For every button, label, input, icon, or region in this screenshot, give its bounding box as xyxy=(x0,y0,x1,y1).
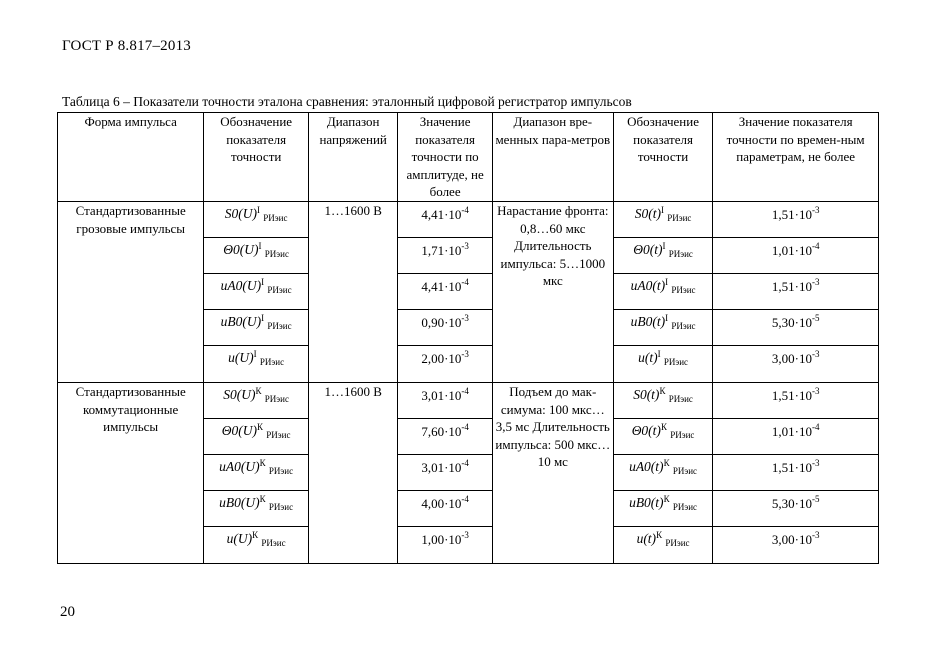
symbol-subscript: РИэис xyxy=(667,213,692,223)
symbol-index: I xyxy=(258,241,262,251)
symbol-index: К xyxy=(663,458,670,468)
value-mantissa: 4,41·10 xyxy=(421,207,462,222)
value-exponent: -3 xyxy=(811,277,820,287)
symbol-subscript: РИэис xyxy=(672,502,698,512)
symbol xyxy=(632,419,695,445)
symbol-subscript: РИэис xyxy=(671,321,696,331)
symbol xyxy=(638,346,688,372)
column-header: Значение показателя точности по времен-ным параметрам, не более xyxy=(713,113,879,202)
time-accuracy-value xyxy=(713,346,879,383)
time-range-cell: Нарастание фронта: 0,8…60 мкс Длительность импульса: 5…1000 мкс xyxy=(492,202,613,383)
symbol-base: Θ0(t) xyxy=(631,423,661,438)
value-exponent: -4 xyxy=(461,494,469,504)
amp-accuracy-value xyxy=(398,419,492,455)
value-mantissa: 7,60·10 xyxy=(421,424,462,439)
amp-indicator-symbol xyxy=(204,274,309,310)
voltage-range-cell: 1…1600 В xyxy=(308,202,397,383)
value-exponent: -4 xyxy=(461,205,469,215)
symbol-index: К xyxy=(656,530,663,540)
page-number: 20 xyxy=(60,604,75,620)
pulse-form-cell: Стандартизованные коммутационные импульсы xyxy=(58,383,204,564)
symbol-subscript: РИэис xyxy=(263,213,288,223)
value-mantissa: 0,90·10 xyxy=(421,315,462,330)
symbol-index: К xyxy=(259,458,266,468)
symbol-base: Θ0(U) xyxy=(221,423,258,438)
symbol xyxy=(631,310,696,336)
symbol xyxy=(631,274,696,300)
time-accuracy-value xyxy=(713,202,879,238)
value-mantissa: 1,01·10 xyxy=(771,243,812,258)
amp-indicator-symbol xyxy=(204,238,309,274)
time-accuracy-value xyxy=(713,527,879,564)
document-id: ГОСТ Р 8.817–2013 xyxy=(62,38,191,54)
value-exponent: -3 xyxy=(811,458,820,468)
symbol-index: I xyxy=(261,313,265,323)
time-indicator-symbol xyxy=(613,346,713,383)
table-row xyxy=(58,202,879,238)
value-exponent: -5 xyxy=(811,494,820,504)
amp-accuracy-value xyxy=(398,455,492,491)
symbol xyxy=(228,346,284,372)
time-accuracy-value xyxy=(713,310,879,346)
symbol-index: I xyxy=(665,277,669,287)
symbol-subscript: РИэис xyxy=(267,285,292,295)
table-row xyxy=(58,383,879,419)
symbol-subscript: РИэис xyxy=(267,321,292,331)
amp-accuracy-value xyxy=(398,310,492,346)
value-exponent: -4 xyxy=(811,422,820,432)
time-accuracy-value xyxy=(713,419,879,455)
symbol-subscript: РИэис xyxy=(261,538,286,548)
symbol-subscript: РИэис xyxy=(665,538,690,548)
symbol-subscript: РИэис xyxy=(266,430,291,440)
column-header: Значение показателя точности по амплитуде, не более xyxy=(398,113,492,202)
symbol-index: К xyxy=(659,386,666,396)
amp-indicator-symbol xyxy=(204,491,309,527)
value-mantissa: 1,51·10 xyxy=(771,207,812,222)
value-exponent: -3 xyxy=(811,205,820,215)
amp-indicator-symbol xyxy=(204,419,309,455)
amp-indicator-symbol xyxy=(204,310,309,346)
value-exponent: -4 xyxy=(461,422,469,432)
value-exponent: -5 xyxy=(811,313,820,323)
symbol-index: I xyxy=(261,277,265,287)
symbol xyxy=(219,455,293,481)
table-body xyxy=(58,202,879,564)
time-indicator-symbol xyxy=(613,455,713,491)
value-exponent: -3 xyxy=(811,349,820,359)
amp-accuracy-value xyxy=(398,491,492,527)
symbol-subscript: РИэис xyxy=(268,466,294,476)
amp-accuracy-value xyxy=(398,202,492,238)
value-mantissa: 1,51·10 xyxy=(771,388,812,403)
time-indicator-symbol xyxy=(613,274,713,310)
amp-indicator-symbol xyxy=(204,455,309,491)
symbol-index: К xyxy=(252,530,259,540)
value-mantissa: 5,30·10 xyxy=(771,496,812,511)
symbol xyxy=(633,238,693,264)
symbol-subscript: РИэис xyxy=(672,466,698,476)
value-mantissa: 1,51·10 xyxy=(771,279,812,294)
value-exponent: -3 xyxy=(461,530,469,540)
value-exponent: -4 xyxy=(811,241,820,251)
value-exponent: -3 xyxy=(461,313,469,323)
symbol-subscript: РИэис xyxy=(668,394,693,404)
accuracy-table xyxy=(57,112,879,564)
time-indicator-symbol xyxy=(613,419,713,455)
symbol-base: S0(U) xyxy=(223,387,256,402)
value-exponent: -3 xyxy=(811,530,820,540)
time-indicator-symbol xyxy=(613,383,713,419)
column-header: Форма импульса xyxy=(58,113,204,202)
amp-indicator-symbol xyxy=(204,383,309,419)
amp-accuracy-value xyxy=(398,383,492,419)
symbol-base: uB0(t) xyxy=(629,495,664,510)
amp-indicator-symbol xyxy=(204,527,309,564)
symbol xyxy=(225,202,288,228)
symbol-base: u(U) xyxy=(226,531,253,546)
header-row xyxy=(58,113,879,202)
amp-accuracy-value xyxy=(398,527,492,564)
symbol-index: К xyxy=(660,422,667,432)
time-indicator-symbol xyxy=(613,202,713,238)
symbol-index: I xyxy=(665,313,669,323)
time-accuracy-value xyxy=(713,455,879,491)
value-mantissa: 4,41·10 xyxy=(421,279,462,294)
amp-accuracy-value xyxy=(398,274,492,310)
symbol-index: К xyxy=(663,494,670,504)
symbol xyxy=(221,274,292,300)
amp-accuracy-value xyxy=(398,238,492,274)
symbol xyxy=(629,491,697,517)
symbol xyxy=(637,527,690,553)
symbol-base: uB0(U) xyxy=(219,495,260,510)
symbol-base: u(t) xyxy=(638,350,658,365)
symbol-subscript: РИэис xyxy=(268,502,294,512)
amp-indicator-symbol xyxy=(204,346,309,383)
symbol-base: uA0(t) xyxy=(629,459,664,474)
value-mantissa: 2,00·10 xyxy=(421,351,462,366)
symbol-subscript: РИэис xyxy=(259,357,285,367)
symbol xyxy=(227,527,286,553)
value-exponent: -3 xyxy=(811,386,820,396)
value-exponent: -3 xyxy=(461,241,469,251)
symbol-base: S0(t) xyxy=(634,206,661,221)
symbol-base: S0(U) xyxy=(224,206,258,221)
table-caption: Таблица 6 – Показатели точности эталона сравнения: эталонный цифровой регистратор импульсов xyxy=(62,94,632,109)
value-mantissa: 3,00·10 xyxy=(771,532,812,547)
symbol-base: u(t) xyxy=(636,531,657,546)
symbol-base: u(U) xyxy=(228,350,254,365)
time-accuracy-value xyxy=(713,383,879,419)
value-mantissa: 1,00·10 xyxy=(421,532,462,547)
value-mantissa: 4,00·10 xyxy=(421,496,462,511)
symbol-base: uB0(t) xyxy=(630,314,666,329)
symbol-base: Θ0(U) xyxy=(223,242,259,257)
voltage-range-cell: 1…1600 В xyxy=(308,383,397,564)
symbol xyxy=(635,202,692,228)
time-indicator-symbol xyxy=(613,527,713,564)
value-mantissa: 1,01·10 xyxy=(771,424,812,439)
symbol-index: К xyxy=(259,494,266,504)
time-indicator-symbol xyxy=(613,238,713,274)
symbol xyxy=(633,383,693,409)
symbol-subscript: РИэис xyxy=(264,394,289,404)
time-indicator-symbol xyxy=(613,310,713,346)
value-exponent: -3 xyxy=(461,349,469,359)
symbol-subscript: РИэис xyxy=(671,285,696,295)
symbol-subscript: РИэис xyxy=(668,249,693,259)
time-accuracy-value xyxy=(713,238,879,274)
symbol-index: I xyxy=(253,349,257,359)
symbol-index: I xyxy=(657,349,661,359)
column-header: Диапазон напряжений xyxy=(308,113,397,202)
time-accuracy-value xyxy=(713,491,879,527)
symbol-index: К xyxy=(255,386,262,396)
time-range-cell: Подъем до мак-симума: 100 мкс…3,5 мс Длительность импульса: 500 мкс…10 мс xyxy=(492,383,613,564)
symbol-subscript: РИэис xyxy=(663,357,689,367)
amp-indicator-symbol xyxy=(204,202,309,238)
value-mantissa: 1,51·10 xyxy=(771,460,812,475)
symbol-base: uB0(U) xyxy=(220,314,262,329)
value-exponent: -4 xyxy=(461,386,469,396)
symbol-index: К xyxy=(257,422,264,432)
symbol-base: Θ0(t) xyxy=(633,242,663,257)
symbol-base: uA0(t) xyxy=(630,278,666,293)
symbol-base: uA0(U) xyxy=(219,459,260,474)
symbol xyxy=(219,491,293,517)
amp-accuracy-value xyxy=(398,346,492,383)
symbol xyxy=(222,419,291,445)
symbol xyxy=(221,310,292,336)
symbol-index: I xyxy=(660,205,664,215)
symbol xyxy=(223,238,289,264)
column-header: Диапазон вре-менных пара-метров xyxy=(492,113,613,202)
symbol-index: I xyxy=(662,241,666,251)
symbol-subscript: РИэис xyxy=(264,249,289,259)
value-exponent: -4 xyxy=(461,458,469,468)
time-indicator-symbol xyxy=(613,491,713,527)
symbol xyxy=(223,383,289,409)
value-mantissa: 3,01·10 xyxy=(421,460,462,475)
pulse-form-cell: Стандартизованные грозовые импульсы xyxy=(58,202,204,383)
symbol-base: uA0(U) xyxy=(220,278,262,293)
symbol xyxy=(629,455,697,481)
column-header: Обозначение показателя точности xyxy=(613,113,713,202)
symbol-base: S0(t) xyxy=(633,387,660,402)
symbol-index: I xyxy=(257,205,261,215)
value-mantissa: 5,30·10 xyxy=(771,315,812,330)
value-mantissa: 1,71·10 xyxy=(421,243,462,258)
column-header: Обозначение показателя точности xyxy=(204,113,309,202)
value-mantissa: 3,00·10 xyxy=(771,351,812,366)
value-mantissa: 3,01·10 xyxy=(421,388,462,403)
symbol-subscript: РИэис xyxy=(670,430,695,440)
value-exponent: -4 xyxy=(461,277,469,287)
time-accuracy-value xyxy=(713,274,879,310)
